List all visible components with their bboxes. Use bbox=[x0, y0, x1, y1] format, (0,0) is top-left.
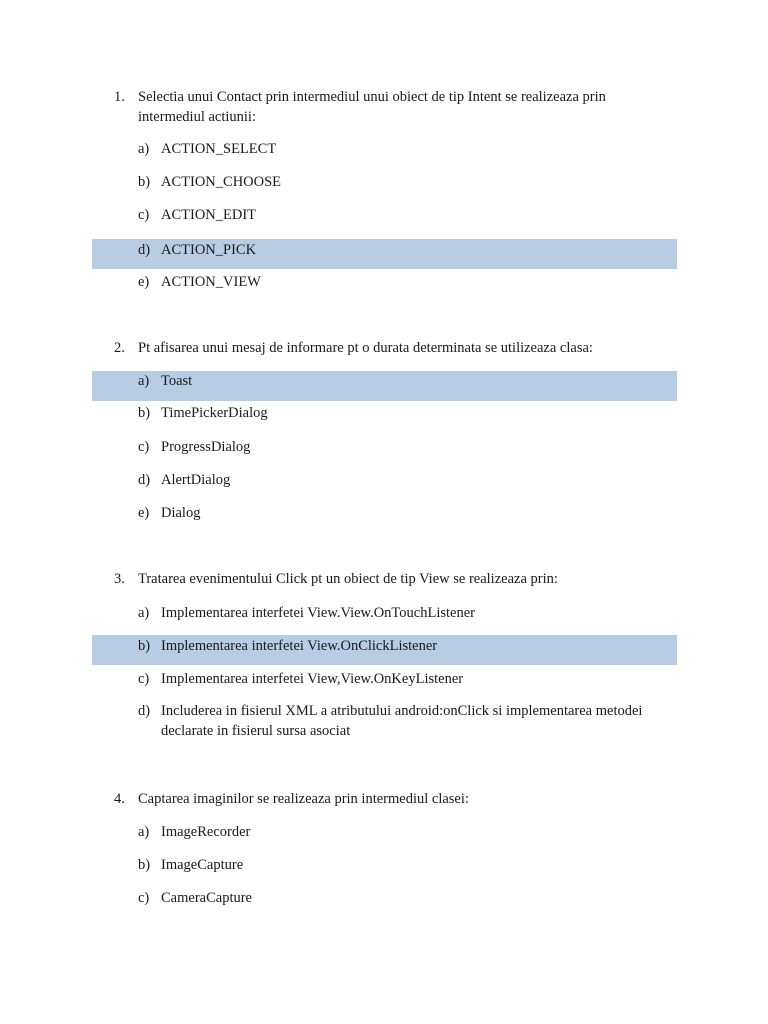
question-text: Selectia unui Contact prin intermediul unui obiect de tip Intent se realizeaza prin intermediul actiunii: bbox=[138, 89, 606, 125]
option-text: CameraCapture bbox=[161, 890, 252, 906]
option-letter: c) bbox=[138, 890, 150, 906]
answer-option bbox=[92, 172, 677, 202]
option-letter: a) bbox=[138, 605, 150, 621]
answer-option bbox=[92, 822, 677, 852]
answer-option bbox=[92, 855, 677, 885]
answer-option bbox=[92, 669, 677, 699]
option-letter: b) bbox=[138, 857, 151, 873]
option-text: ProgressDialog bbox=[161, 439, 251, 455]
answer-option bbox=[92, 205, 677, 235]
option-letter: a) bbox=[138, 373, 150, 389]
question-text: Captarea imaginilor se realizeaza prin intermediul clasei: bbox=[138, 791, 469, 807]
option-text: ACTION_VIEW bbox=[161, 274, 261, 290]
question-number: 4. bbox=[114, 791, 125, 807]
option-text: ACTION_SELECT bbox=[161, 141, 277, 157]
answer-option-highlighted bbox=[92, 635, 677, 665]
option-text: AlertDialog bbox=[161, 472, 231, 488]
question-number: 1. bbox=[114, 89, 125, 105]
question-text: Pt afisarea unui mesaj de informare pt o durata determinata se utilizeaza clasa: bbox=[138, 340, 593, 356]
option-letter: d) bbox=[138, 242, 151, 258]
answer-option bbox=[92, 139, 677, 169]
option-letter: c) bbox=[138, 439, 150, 455]
option-text: ACTION_CHOOSE bbox=[161, 174, 282, 190]
option-text: ImageRecorder bbox=[161, 824, 251, 840]
answer-option bbox=[92, 437, 677, 467]
answer-option bbox=[92, 888, 677, 918]
option-text: Implementarea interfetei View,View.OnKeyListener bbox=[161, 671, 464, 687]
answer-option bbox=[92, 503, 677, 533]
answer-option-highlighted bbox=[92, 371, 677, 401]
answer-option bbox=[92, 403, 677, 433]
option-letter: d) bbox=[138, 703, 151, 719]
question-text: Tratarea evenimentului Click pt un obiect de tip View se realizeaza prin: bbox=[138, 571, 558, 587]
option-text: Implementarea interfetei View.View.OnTouchListener bbox=[161, 605, 475, 621]
option-letter: e) bbox=[138, 274, 150, 290]
option-text: ACTION_PICK bbox=[161, 242, 257, 258]
option-letter: c) bbox=[138, 671, 150, 687]
option-text: Toast bbox=[161, 373, 193, 389]
option-letter: b) bbox=[138, 638, 151, 654]
option-text: Dialog bbox=[161, 505, 201, 521]
question-number: 3. bbox=[114, 571, 125, 587]
option-letter: b) bbox=[138, 174, 151, 190]
option-letter: c) bbox=[138, 207, 150, 223]
option-text: Implementarea interfetei View.OnClickListener bbox=[161, 638, 438, 654]
option-text: ImageCapture bbox=[161, 857, 244, 873]
answer-option bbox=[92, 272, 677, 302]
option-letter: a) bbox=[138, 141, 150, 157]
option-letter: a) bbox=[138, 824, 150, 840]
answer-option bbox=[92, 470, 677, 500]
option-letter: d) bbox=[138, 472, 151, 488]
answer-option-highlighted bbox=[92, 239, 677, 269]
answer-option bbox=[92, 701, 677, 745]
question-number: 2. bbox=[114, 340, 125, 356]
option-text: TimePickerDialog bbox=[161, 405, 268, 421]
option-text: ACTION_EDIT bbox=[161, 207, 257, 223]
option-letter: e) bbox=[138, 505, 150, 521]
option-text: Includerea in fisierul XML a atributului android:onClick si implementarea metodei declarate in fisierul sursa asociat bbox=[161, 703, 643, 739]
option-letter: b) bbox=[138, 405, 151, 421]
answer-option bbox=[92, 603, 677, 633]
